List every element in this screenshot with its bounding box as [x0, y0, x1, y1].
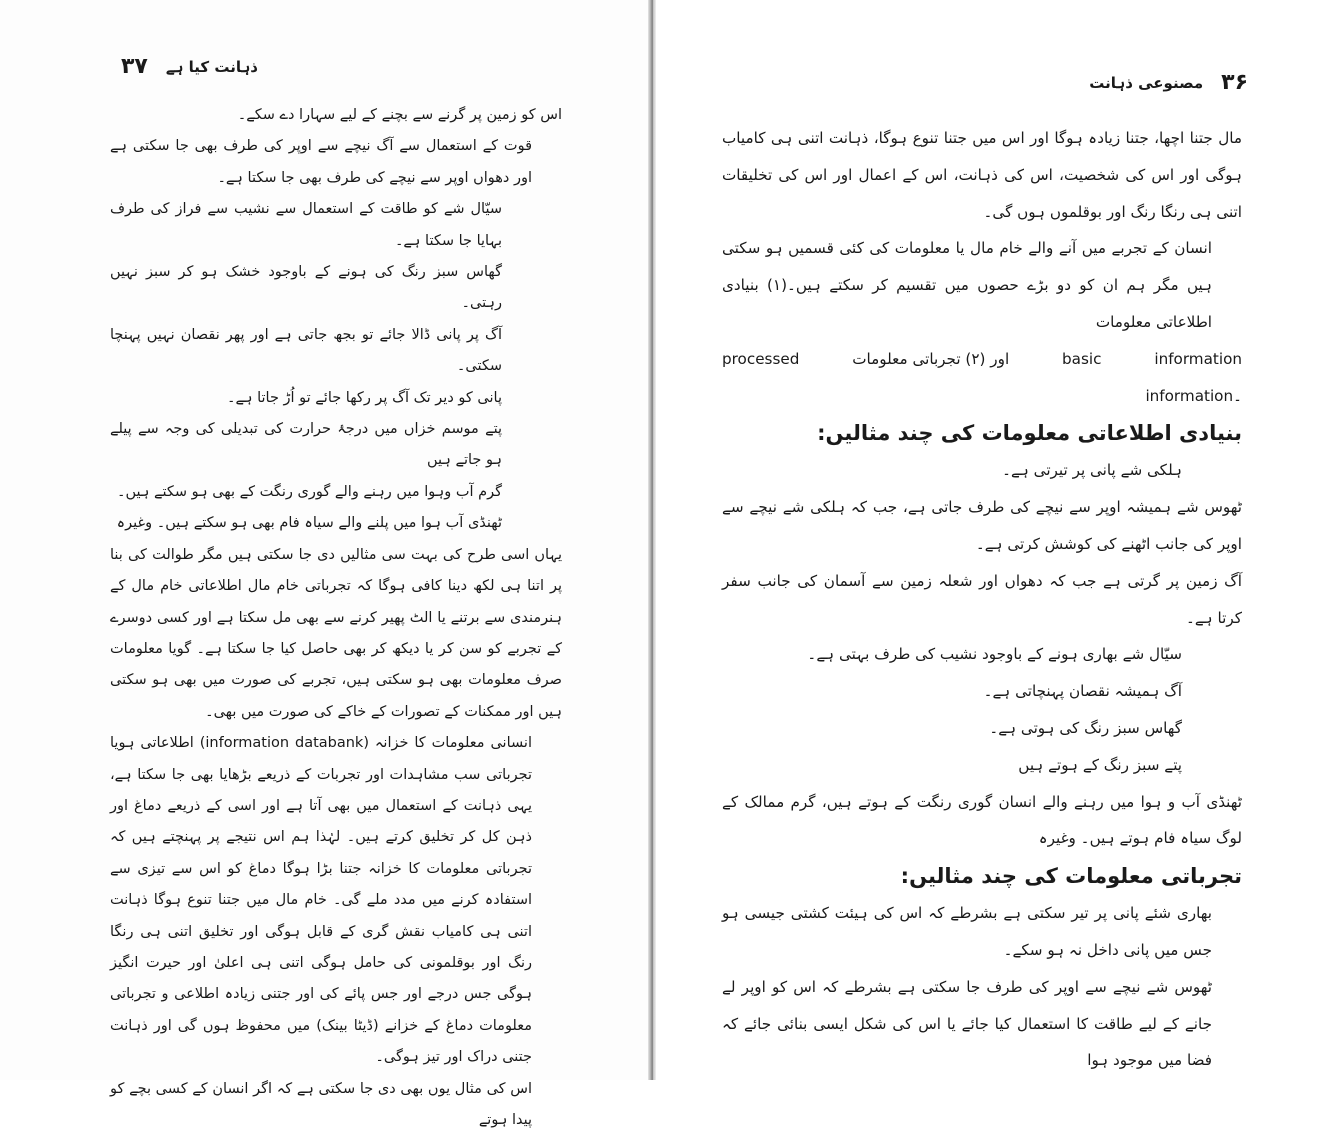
example-item: ٹھوس شے نیچے سے اوپر کی طرف جا سکتی ہے بشرطے کہ اس کو اوپر لے جانے کے لیے طاقت کا استعمال کیا جائے یا اس کی شکل ایسی بنائی جائے کہ فضا میں موجود ہوا [722, 977, 1212, 1070]
left-paragraph: اس کی مثال یوں بھی دی جا سکتی ہے کہ اگر انسان کے کسی بچے کو پیدا ہوتے [110, 1080, 532, 1128]
left-page [0, 0, 650, 1128]
left-page-body [110, 100, 562, 1136]
mixed-language-line [722, 341, 1242, 378]
example-item: آگ زمین پر گرتی ہے جب کہ دھواں اور شعلہ زمین سے آسمان کی جانب سفر کرتا ہے۔ [722, 571, 1242, 627]
example-item: پتے سبز رنگ کے ہوتے ہیں [1018, 755, 1182, 774]
left-paragraph: گرم آب وہوا میں رہنے والے گوری رنگت کے بھی ہو سکتے ہیں۔ [116, 483, 502, 500]
left-paragraph: گھاس سبز رنگ کی ہونے کے باوجود خشک ہو کر سبز نہیں رہتی۔ [110, 264, 502, 312]
left-page-number: ۳۷ [121, 54, 148, 79]
example-item: ٹھنڈی آب و ہوا میں رہنے والے انسان گوری رنگت کے ہوتے ہیں، گرم ممالک کے لوگ سیاہ فام ہوتے ہیں۔ وغیرہ [722, 792, 1242, 848]
right-paragraph: مال جتنا اچھا، جتنا زیادہ ہوگا اور اس میں جتنا تنوع ہوگا، ذہانت اتنی ہی کامیاب ہوگی اور اس کی شخصیت، اس کی ذہانت، اس کے اعمال اور اس کی تخلیقات اتنی ہی رنگا رنگ اور بوقلموں ہوں گی۔ [722, 129, 1242, 221]
section-heading-experiential-examples: تجرباتی معلومات کی چند مثالیں: [900, 864, 1242, 889]
term-processed: processed [722, 349, 800, 368]
right-page-body [722, 120, 1242, 1079]
left-paragraph: یہاں اسی طرح کی بہت سی مثالیں دی جا سکتی ہیں مگر طوالت کی بنا پر اتنا ہی لکھ دینا کافی ہوگا کہ تجرباتی خام مال اطلاعاتی خام مال کے ہنرمندی سے برتنے یا الٹ پھیر کرنے سے بھی مل سکتا ہے اور کسی دوسرے کے تجربے کو سن کر یا دیکھ کر بھی حاصل کیا جا سکتا ہے۔ گویا معلومات صرف معلومات بھی ہو سکتی ہیں، تجربے کی صورت میں بھی ہو سکتی ہیں اور ممکنات کے تصورات کے خاکے کی صورت میں بھی۔ [110, 546, 562, 720]
example-item: ٹھوس شے ہمیشہ اوپر سے نیچے کی طرف جاتی ہے، جب کہ ہلکی شے نیچے سے اوپر کی جانب اٹھنے کی کوشش کرتی ہے۔ [722, 498, 1242, 553]
right-running-title: مصنوعی ذہانت [1089, 73, 1204, 92]
example-item: سیّال شے بھاری ہونے کے باوجود نشیب کی طرف بہتی ہے۔ [807, 645, 1182, 664]
left-paragraph: پانی کو دیر تک آگ پر رکھا جائے تو اُڑ جاتا ہے۔ [226, 389, 502, 406]
left-paragraph: پتے موسم خزاں میں درجۂ حرارت کی تبدیلی کی وجہ سے پیلے ہو جاتے ہیں [110, 421, 502, 469]
right-page-number: ۳۶ [1221, 70, 1248, 95]
left-paragraph: سیّال شے کو طاقت کے استعمال سے نشیب سے فراز کی طرف بہایا جا سکتا ہے۔ [110, 201, 502, 249]
left-running-title: ذہانت کیا ہے [165, 57, 258, 76]
example-item: ہلکی شے پانی پر تیرتی ہے۔ [1002, 461, 1182, 480]
left-paragraph: ٹھنڈی آب ہوا میں پلنے والے سیاہ فام بھی ہو سکتے ہیں۔ وغیرہ [116, 515, 502, 532]
left-paragraph: آگ پر پانی ڈالا جائے تو بجھ جاتی ہے اور پھر نقصان نہیں پہنچا سکتی۔ [110, 326, 502, 375]
right-paragraph: انسان کے تجربے میں آنے والے خام مال یا معلومات کی کئی قسمیں ہو سکتی ہیں مگر ہم ان کو دو بڑے حصوں میں تقسیم کر سکتے ہیں۔(۱) بنیادی اطلاعاتی معلومات [722, 239, 1212, 331]
example-item: آگ ہمیشہ نقصان پہنچاتی ہے۔ [983, 682, 1182, 701]
term-information-end [722, 378, 1242, 415]
left-paragraph: انسانی معلومات کا خزانہ (information databank) اطلاعاتی ہویا تجرباتی سب مشاہدات اور تجربات کے ذریعے بڑھایا بھی جا سکتا ہے، یہی ذہانت کے استعمال میں بھی آتا ہے اور اسی کے ذریعے دماغ اور ذہن کل کر تخلیق کرتے ہیں۔ لہٰذا ہم اس نتیجے پر پہنچتے ہیں کہ تجرباتی معلومات کا خزانہ جتنا بڑا ہوگا دماغ کو اس سے تیزی سے استفادہ کرنے میں مدد ملے گی۔ خام مال میں جتنا تنوع ہوگا ذہانت اتنی ہی کامیاب نقش گری کے قابل ہوگی اور تخلیق اتنی ہی رنگا رنگ اور بوقلمونی کی حامل ہوگی اتنی ہی اعلیٰ اور حیرت انگیز ہوگی جس درجے اور جس پائے کی اور جتنی زیادہ اطلاعی و تجرباتی معلومات دماغ کے خزانے (ڈیٹا بینک) میں محفوظ ہوں گی اور ذہانت جتنی دراک اور تیز ہوگی۔ [110, 735, 532, 1066]
section-heading-basic-examples: بنیادی اطلاعاتی معلومات کی چند مثالیں: [817, 421, 1242, 446]
processed-info-label: اور (۲) تجرباتی معلومات [852, 349, 1010, 368]
term-basic: basic [1062, 349, 1102, 368]
left-running-head [121, 54, 258, 79]
left-paragraph: اس کو زمین پر گرنے سے بچنے کے لیے سہارا دے سکے۔ [237, 107, 562, 123]
term-information: information [1154, 349, 1242, 368]
information-word: information۔ [1145, 386, 1242, 405]
left-paragraph: قوت کے استعمال سے آگ نیچے سے اوپر کی طرف بھی جا سکتی ہے اور دھواں اوپر سے نیچے کی طرف بھی جا سکتا ہے۔ [110, 138, 532, 186]
example-item: بھاری شئے پانی پر تیر سکتی ہے بشرطے کہ اس کی ہیئت کشتی جیسی ہو جس میں پانی داخل نہ ہو سکے۔ [722, 904, 1212, 959]
right-running-head [1089, 70, 1248, 95]
book-gutter [648, 0, 656, 1080]
right-page [656, 0, 1344, 1080]
example-item: گھاس سبز رنگ کی ہوتی ہے۔ [989, 718, 1182, 737]
